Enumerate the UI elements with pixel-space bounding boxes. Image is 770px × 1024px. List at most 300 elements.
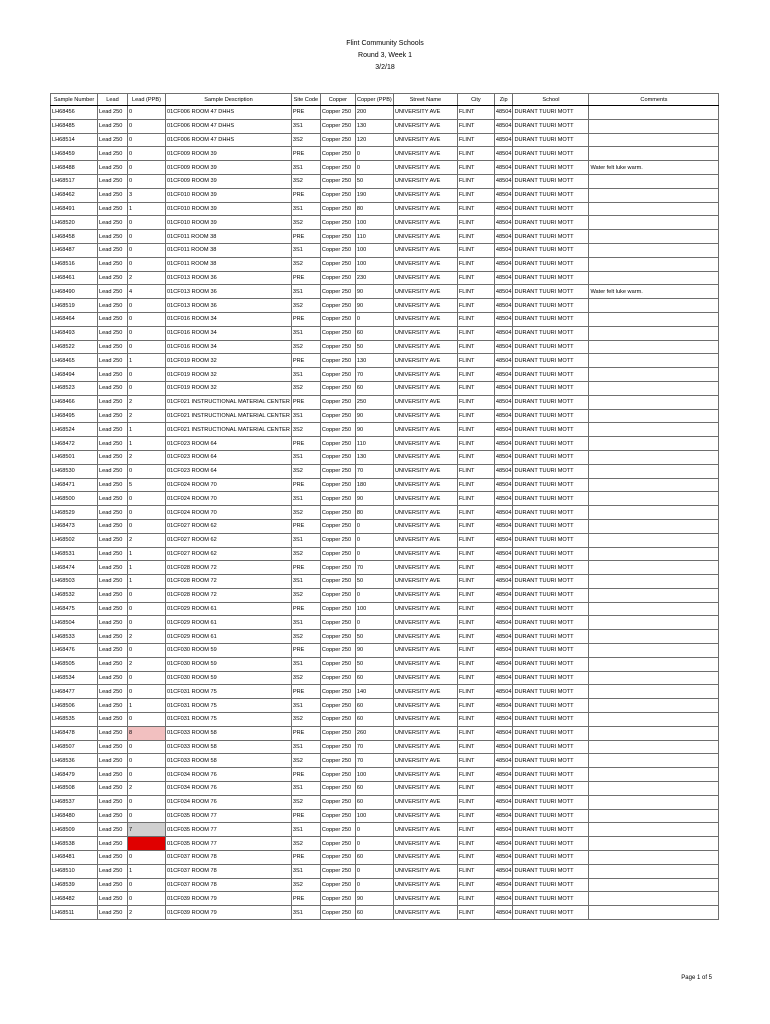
cell-lead-ppb: 0 (128, 892, 166, 906)
cell-city: FLINT (457, 119, 494, 133)
table-row (51, 630, 719, 644)
cell-sample-number: LH68503 (51, 575, 98, 589)
cell-site-code: 3S1 (291, 285, 320, 299)
cell-copper: Copper 250 (320, 533, 355, 547)
cell-city: FLINT (457, 299, 494, 313)
cell-street-name: UNIVERSITY AVE (393, 409, 457, 423)
cell-sample-number: LH68533 (51, 630, 98, 644)
cell-school: DURANT TUURI MOTT (513, 326, 589, 340)
cell-lead-ppb: 0 (128, 740, 166, 754)
cell-city: FLINT (457, 106, 494, 120)
cell-lead: Lead 250 (98, 713, 128, 727)
cell-site-code: 3S2 (291, 713, 320, 727)
cell-street-name: UNIVERSITY AVE (393, 588, 457, 602)
cell-street-name: UNIVERSITY AVE (393, 782, 457, 796)
cell-zip: 48504 (494, 437, 513, 451)
cell-sample-number: LH68473 (51, 519, 98, 533)
cell-school: DURANT TUURI MOTT (513, 547, 589, 561)
table-row (51, 561, 719, 575)
cell-copper-ppb: 0 (355, 161, 393, 175)
cell-comments (589, 257, 719, 271)
cell-city: FLINT (457, 795, 494, 809)
cell-zip: 48504 (494, 823, 513, 837)
table-row (51, 506, 719, 520)
cell-sample-number: LH68524 (51, 423, 98, 437)
cell-comments (589, 133, 719, 147)
cell-site-code: PRE (291, 768, 320, 782)
cell-zip: 48504 (494, 188, 513, 202)
cell-sample-description: 01CF009 ROOM 39 (166, 161, 292, 175)
cell-zip: 48504 (494, 492, 513, 506)
cell-lead-ppb: 0 (128, 368, 166, 382)
cell-comments (589, 809, 719, 823)
cell-sample-description: 01CF029 ROOM 61 (166, 616, 292, 630)
cell-sample-description: 01CF034 ROOM 76 (166, 795, 292, 809)
cell-copper-ppb: 60 (355, 381, 393, 395)
cell-school: DURANT TUURI MOTT (513, 782, 589, 796)
cell-lead: Lead 250 (98, 257, 128, 271)
cell-street-name: UNIVERSITY AVE (393, 864, 457, 878)
cell-copper-ppb: 0 (355, 823, 393, 837)
cell-city: FLINT (457, 133, 494, 147)
cell-lead: Lead 250 (98, 299, 128, 313)
cell-lead-ppb: 5 (128, 478, 166, 492)
cell-zip: 48504 (494, 216, 513, 230)
cell-city: FLINT (457, 851, 494, 865)
cell-city: FLINT (457, 519, 494, 533)
cell-school: DURANT TUURI MOTT (513, 864, 589, 878)
cell-lead: Lead 250 (98, 133, 128, 147)
cell-copper: Copper 250 (320, 795, 355, 809)
cell-lead-ppb: 0 (128, 257, 166, 271)
cell-copper: Copper 250 (320, 340, 355, 354)
cell-sample-number: LH68456 (51, 106, 98, 120)
cell-lead: Lead 250 (98, 326, 128, 340)
cell-city: FLINT (457, 368, 494, 382)
table-row (51, 588, 719, 602)
cell-copper: Copper 250 (320, 299, 355, 313)
cell-zip: 48504 (494, 602, 513, 616)
table-row (51, 657, 719, 671)
cell-lead: Lead 250 (98, 795, 128, 809)
cell-lead: Lead 250 (98, 368, 128, 382)
cell-street-name: UNIVERSITY AVE (393, 119, 457, 133)
cell-comments (589, 726, 719, 740)
table-row (51, 326, 719, 340)
cell-sample-description: 01CF021 INSTRUCTIONAL MATERIAL CENTER (166, 423, 292, 437)
cell-street-name: UNIVERSITY AVE (393, 644, 457, 658)
table-row (51, 754, 719, 768)
column-header-lead: Lead (98, 94, 128, 106)
cell-street-name: UNIVERSITY AVE (393, 216, 457, 230)
cell-zip: 48504 (494, 768, 513, 782)
cell-comments (589, 271, 719, 285)
cell-lead: Lead 250 (98, 657, 128, 671)
cell-street-name: UNIVERSITY AVE (393, 381, 457, 395)
cell-street-name: UNIVERSITY AVE (393, 837, 457, 851)
cell-copper-ppb: 100 (355, 257, 393, 271)
cell-copper-ppb: 130 (355, 450, 393, 464)
cell-copper: Copper 250 (320, 381, 355, 395)
cell-school: DURANT TUURI MOTT (513, 630, 589, 644)
cell-school: DURANT TUURI MOTT (513, 713, 589, 727)
cell-sample-number: LH68480 (51, 809, 98, 823)
table-row (51, 354, 719, 368)
cell-copper-ppb: 90 (355, 409, 393, 423)
cell-comments (589, 878, 719, 892)
cell-zip: 48504 (494, 119, 513, 133)
cell-school: DURANT TUURI MOTT (513, 312, 589, 326)
cell-lead-ppb: 2 (128, 533, 166, 547)
cell-copper-ppb: 0 (355, 533, 393, 547)
cell-site-code: PRE (291, 561, 320, 575)
cell-sample-description: 01CF011 ROOM 38 (166, 257, 292, 271)
cell-city: FLINT (457, 699, 494, 713)
cell-lead: Lead 250 (98, 437, 128, 451)
cell-comments (589, 588, 719, 602)
cell-site-code: 3S1 (291, 202, 320, 216)
cell-zip: 48504 (494, 257, 513, 271)
cell-school: DURANT TUURI MOTT (513, 657, 589, 671)
page-number: Page 1 of 5 (681, 975, 712, 981)
cell-city: FLINT (457, 188, 494, 202)
cell-street-name: UNIVERSITY AVE (393, 464, 457, 478)
cell-zip: 48504 (494, 851, 513, 865)
cell-lead-ppb: 0 (128, 119, 166, 133)
cell-copper-ppb: 100 (355, 243, 393, 257)
cell-copper: Copper 250 (320, 464, 355, 478)
cell-copper: Copper 250 (320, 230, 355, 244)
cell-site-code: PRE (291, 602, 320, 616)
cell-comments (589, 174, 719, 188)
cell-copper-ppb: 0 (355, 878, 393, 892)
column-header-copper: Copper (320, 94, 355, 106)
cell-copper-ppb: 110 (355, 437, 393, 451)
cell-sample-number: LH68491 (51, 202, 98, 216)
cell-lead-ppb: 0 (128, 147, 166, 161)
cell-zip: 48504 (494, 575, 513, 589)
cell-copper-ppb: 60 (355, 713, 393, 727)
cell-sample-description: 01CF016 ROOM 34 (166, 340, 292, 354)
cell-lead-ppb: 2 (128, 657, 166, 671)
cell-comments (589, 616, 719, 630)
cell-sample-description: 01CF035 ROOM 77 (166, 809, 292, 823)
cell-sample-number: LH68477 (51, 685, 98, 699)
cell-school: DURANT TUURI MOTT (513, 754, 589, 768)
cell-lead: Lead 250 (98, 782, 128, 796)
cell-comments (589, 864, 719, 878)
cell-sample-description: 01CF011 ROOM 38 (166, 243, 292, 257)
cell-copper: Copper 250 (320, 602, 355, 616)
cell-copper: Copper 250 (320, 809, 355, 823)
cell-lead: Lead 250 (98, 492, 128, 506)
cell-copper: Copper 250 (320, 644, 355, 658)
cell-site-code: PRE (291, 478, 320, 492)
cell-sample-description: 01CF013 ROOM 36 (166, 285, 292, 299)
cell-site-code: 3S1 (291, 119, 320, 133)
cell-city: FLINT (457, 423, 494, 437)
table-row (51, 878, 719, 892)
cell-comments (589, 450, 719, 464)
cell-copper: Copper 250 (320, 133, 355, 147)
cell-zip: 48504 (494, 864, 513, 878)
cell-street-name: UNIVERSITY AVE (393, 326, 457, 340)
cell-school: DURANT TUURI MOTT (513, 795, 589, 809)
cell-sample-number: LH68530 (51, 464, 98, 478)
cell-sample-number: LH68487 (51, 243, 98, 257)
cell-street-name: UNIVERSITY AVE (393, 602, 457, 616)
cell-lead: Lead 250 (98, 354, 128, 368)
cell-street-name: UNIVERSITY AVE (393, 202, 457, 216)
cell-zip: 48504 (494, 533, 513, 547)
cell-site-code: 3S2 (291, 133, 320, 147)
cell-school: DURANT TUURI MOTT (513, 878, 589, 892)
cell-sample-number: LH68478 (51, 726, 98, 740)
cell-city: FLINT (457, 892, 494, 906)
cell-sample-description: 01CF028 ROOM 72 (166, 588, 292, 602)
table-row (51, 395, 719, 409)
cell-sample-description: 01CF039 ROOM 79 (166, 892, 292, 906)
cell-site-code: 3S1 (291, 368, 320, 382)
cell-street-name: UNIVERSITY AVE (393, 368, 457, 382)
cell-lead: Lead 250 (98, 726, 128, 740)
cell-school: DURANT TUURI MOTT (513, 174, 589, 188)
cell-site-code: PRE (291, 230, 320, 244)
cell-sample-number: LH68511 (51, 906, 98, 920)
cell-street-name: UNIVERSITY AVE (393, 450, 457, 464)
cell-sample-number: LH68517 (51, 174, 98, 188)
cell-lead: Lead 250 (98, 809, 128, 823)
cell-sample-number: LH68536 (51, 754, 98, 768)
cell-zip: 48504 (494, 740, 513, 754)
cell-street-name: UNIVERSITY AVE (393, 519, 457, 533)
cell-lead-ppb: 0 (128, 464, 166, 478)
cell-zip: 48504 (494, 657, 513, 671)
cell-street-name: UNIVERSITY AVE (393, 616, 457, 630)
cell-sample-description: 01CF024 ROOM 70 (166, 478, 292, 492)
cell-zip: 48504 (494, 837, 513, 851)
cell-lead: Lead 250 (98, 616, 128, 630)
cell-zip: 48504 (494, 685, 513, 699)
cell-site-code: 3S1 (291, 864, 320, 878)
cell-site-code: PRE (291, 147, 320, 161)
cell-copper: Copper 250 (320, 588, 355, 602)
cell-sample-number: LH68538 (51, 837, 98, 851)
cell-comments (589, 685, 719, 699)
cell-site-code: 3S2 (291, 299, 320, 313)
cell-sample-number: LH68472 (51, 437, 98, 451)
cell-lead-ppb: 0 (128, 133, 166, 147)
cell-street-name: UNIVERSITY AVE (393, 754, 457, 768)
cell-site-code: PRE (291, 437, 320, 451)
cell-lead-ppb: 0 (128, 851, 166, 865)
cell-copper-ppb: 0 (355, 864, 393, 878)
cell-street-name: UNIVERSITY AVE (393, 437, 457, 451)
cell-lead: Lead 250 (98, 740, 128, 754)
table-row (51, 257, 719, 271)
cell-sample-number: LH68500 (51, 492, 98, 506)
cell-copper-ppb: 110 (355, 230, 393, 244)
cell-street-name: UNIVERSITY AVE (393, 533, 457, 547)
cell-zip: 48504 (494, 892, 513, 906)
cell-city: FLINT (457, 616, 494, 630)
cell-street-name: UNIVERSITY AVE (393, 699, 457, 713)
cell-copper-ppb: 0 (355, 147, 393, 161)
cell-sample-description: 01CF011 ROOM 38 (166, 230, 292, 244)
cell-city: FLINT (457, 202, 494, 216)
cell-zip: 48504 (494, 713, 513, 727)
cell-sample-description: 01CF033 ROOM 58 (166, 726, 292, 740)
cell-sample-number: LH68507 (51, 740, 98, 754)
cell-lead: Lead 250 (98, 644, 128, 658)
cell-zip: 48504 (494, 630, 513, 644)
cell-copper: Copper 250 (320, 326, 355, 340)
cell-copper-ppb: 90 (355, 492, 393, 506)
cell-lead: Lead 250 (98, 768, 128, 782)
cell-school: DURANT TUURI MOTT (513, 616, 589, 630)
cell-copper: Copper 250 (320, 713, 355, 727)
cell-street-name: UNIVERSITY AVE (393, 188, 457, 202)
cell-sample-description: 01CF033 ROOM 58 (166, 740, 292, 754)
cell-sample-description: 01CF035 ROOM 77 (166, 823, 292, 837)
cell-sample-number: LH68476 (51, 644, 98, 658)
cell-sample-number: LH68514 (51, 133, 98, 147)
cell-street-name: UNIVERSITY AVE (393, 243, 457, 257)
table-row (51, 492, 719, 506)
cell-site-code: 3S2 (291, 257, 320, 271)
table-row (51, 450, 719, 464)
cell-sample-description: 01CF009 ROOM 39 (166, 174, 292, 188)
cell-sample-number: LH68459 (51, 147, 98, 161)
cell-sample-number: LH68534 (51, 671, 98, 685)
cell-sample-number: LH68475 (51, 602, 98, 616)
cell-copper-ppb: 180 (355, 478, 393, 492)
cell-copper-ppb: 60 (355, 671, 393, 685)
cell-copper: Copper 250 (320, 312, 355, 326)
cell-street-name: UNIVERSITY AVE (393, 106, 457, 120)
cell-sample-number: LH68516 (51, 257, 98, 271)
cell-lead-ppb: 0 (128, 161, 166, 175)
cell-lead-ppb: 0 (128, 644, 166, 658)
cell-school: DURANT TUURI MOTT (513, 450, 589, 464)
cell-comments (589, 837, 719, 851)
cell-sample-number: LH68495 (51, 409, 98, 423)
cell-copper-ppb: 140 (355, 685, 393, 699)
table-row (51, 285, 719, 299)
cell-lead-ppb: 1 (128, 575, 166, 589)
table-row (51, 837, 719, 851)
cell-comments (589, 768, 719, 782)
table-row (51, 230, 719, 244)
cell-site-code: 3S2 (291, 754, 320, 768)
cell-lead: Lead 250 (98, 409, 128, 423)
cell-sample-description: 01CF009 ROOM 39 (166, 147, 292, 161)
cell-lead: Lead 250 (98, 381, 128, 395)
results-table (50, 93, 719, 920)
cell-site-code: 3S2 (291, 547, 320, 561)
cell-lead-ppb: 2 (128, 450, 166, 464)
cell-site-code: 3S2 (291, 423, 320, 437)
cell-street-name: UNIVERSITY AVE (393, 133, 457, 147)
cell-comments (589, 464, 719, 478)
cell-lead-ppb: 2 (128, 409, 166, 423)
cell-site-code: 3S1 (291, 906, 320, 920)
cell-city: FLINT (457, 644, 494, 658)
cell-lead: Lead 250 (98, 478, 128, 492)
cell-sample-number: LH68479 (51, 768, 98, 782)
cell-copper: Copper 250 (320, 575, 355, 589)
cell-sample-description: 01CF030 ROOM 59 (166, 657, 292, 671)
cell-comments (589, 823, 719, 837)
cell-school: DURANT TUURI MOTT (513, 340, 589, 354)
cell-site-code: PRE (291, 644, 320, 658)
table-row (51, 174, 719, 188)
cell-copper: Copper 250 (320, 492, 355, 506)
cell-lead: Lead 250 (98, 450, 128, 464)
cell-copper-ppb: 120 (355, 133, 393, 147)
cell-city: FLINT (457, 230, 494, 244)
cell-city: FLINT (457, 547, 494, 561)
cell-city: FLINT (457, 381, 494, 395)
table-row (51, 437, 719, 451)
cell-site-code: 3S1 (291, 616, 320, 630)
table-row (51, 768, 719, 782)
cell-lead: Lead 250 (98, 271, 128, 285)
cell-zip: 48504 (494, 464, 513, 478)
cell-city: FLINT (457, 464, 494, 478)
cell-lead-ppb: 0 (128, 312, 166, 326)
cell-sample-number: LH68523 (51, 381, 98, 395)
cell-comments (589, 312, 719, 326)
cell-city: FLINT (457, 864, 494, 878)
cell-site-code: 3S1 (291, 740, 320, 754)
cell-copper: Copper 250 (320, 754, 355, 768)
cell-sample-number: LH68494 (51, 368, 98, 382)
cell-lead: Lead 250 (98, 547, 128, 561)
cell-lead: Lead 250 (98, 174, 128, 188)
cell-lead: Lead 250 (98, 188, 128, 202)
cell-site-code: 3S2 (291, 630, 320, 644)
cell-sample-description: 01CF019 ROOM 32 (166, 381, 292, 395)
cell-sample-number: LH68461 (51, 271, 98, 285)
cell-school: DURANT TUURI MOTT (513, 533, 589, 547)
cell-copper: Copper 250 (320, 630, 355, 644)
cell-city: FLINT (457, 312, 494, 326)
cell-site-code: 3S1 (291, 161, 320, 175)
cell-copper-ppb: 0 (355, 519, 393, 533)
cell-lead: Lead 250 (98, 312, 128, 326)
column-header-city: City (457, 94, 494, 106)
cell-copper-ppb: 260 (355, 726, 393, 740)
cell-sample-description: 01CF030 ROOM 59 (166, 671, 292, 685)
cell-sample-number: LH68535 (51, 713, 98, 727)
cell-school: DURANT TUURI MOTT (513, 147, 589, 161)
cell-sample-description: 01CF028 ROOM 72 (166, 575, 292, 589)
cell-comments (589, 713, 719, 727)
cell-site-code: PRE (291, 685, 320, 699)
cell-zip: 48504 (494, 561, 513, 575)
cell-copper-ppb: 90 (355, 423, 393, 437)
cell-sample-description: 01CF021 INSTRUCTIONAL MATERIAL CENTER (166, 395, 292, 409)
cell-city: FLINT (457, 340, 494, 354)
cell-lead-ppb: 1 (128, 202, 166, 216)
cell-sample-number: LH68509 (51, 823, 98, 837)
cell-lead-ppb: 0 (128, 616, 166, 630)
cell-copper-ppb: 50 (355, 174, 393, 188)
cell-zip: 48504 (494, 726, 513, 740)
cell-copper: Copper 250 (320, 726, 355, 740)
cell-comments (589, 657, 719, 671)
